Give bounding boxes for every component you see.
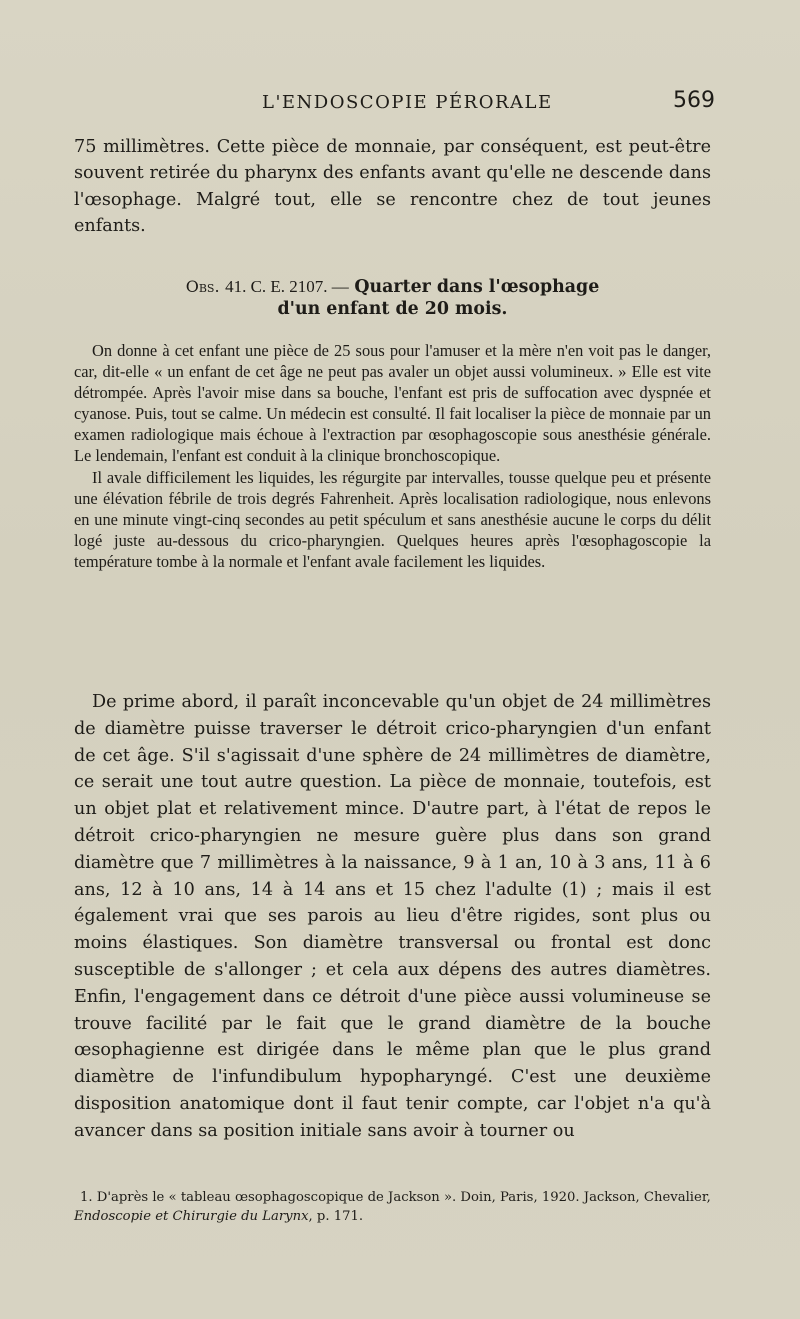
running-title: L'ENDOSCOPIE PÉRORALE [262,92,553,113]
observation-heading [74,276,711,320]
footnote-page-ref: , p. 171. [308,1209,364,1224]
observation-label: Obs. [185,277,220,296]
observation-case-text [74,340,711,572]
page-number: 569 [673,88,715,113]
observation-title-line1: Quarter dans l'œsophage [354,277,600,297]
observation-reference: 41. C. E. 2107. — [225,277,349,296]
footnote [74,1188,711,1226]
footnote-text: 1. D'après le « tableau œsophagoscopique de Jackson ». Doin, Paris, 1920. Jackson, Chevalier, [80,1190,711,1205]
discussion-paragraph: De prime abord, il paraît inconcevable qu'un objet de 24 millimètres de diamètre puisse traverser le détroit crico-pharyngien d'un enfant de cet âge. S'il s'agissait d'une sphère de 24 millimètres de diamètre, ce serait une tout autre question. La pièce de monnaie, toutefois, est un objet plat et relativement mince. D'autre part, à l'état de repos le détroit crico-pharyngien ne mesure guère plus dans son grand diamètre que 7 millimètres à la naissance, 9 à 1 an, 10 à 3 ans, 11 à 6 ans, 12 à 10 ans, 14 à 14 ans et 15 chez l'adulte (1) ; mais il est également vrai que ses parois au lieu d'être rigides, sont plus ou moins élastiques. Son diamètre transversal ou frontal est donc susceptible de s'allonger ; et cela aux dépens des autres diamètres. Enfin, l'engagement dans ce détroit d'une pièce aussi volumineuse se trouve facilité par le fait que le grand diamètre de la bouche œsophagienne est dirigée dans le même plan que le plus grand diamètre de l'infundibulum hypopharyngé. C'est une deuxième disposition anatomique dont il faut tenir compte, car l'objet n'a qu'à avancer dans sa position initiale sans avoir à tourner ou [74,692,711,1141]
observation-paragraph-2: Il avale difficilement les liquides, les régurgite par intervalles, tousse quelque peu et présente une élévation fébrile de trois degrés Fahrenheit. Après localisation radiologique, nous enlevons en une minute vingt-cinq secondes au petit spéculum et sans anesthésie aucune le corps du délit logé juste au-dessous du crico-pharyngien. Quelques heures après l'œsophagoscopie la température tombe à la normale et l'enfant avale facilement les liquides. [74,467,711,571]
observation-paragraph-1: On donne à cet enfant une pièce de 25 sous pour l'amuser et la mère n'en voit pas le danger, car, dit-elle « un enfant de cet âge ne peut pas avaler un objet aussi volumineux. » Elle est vite détrompée. Après l'avoir mise dans sa bouche, l'enfant est pris de suffocation avec dyspnée et cyanose. Puis, tout se calme. Un médecin est consulté. Il fait localiser la pièce de monnaie par un examen radiologique mais échoue à l'extraction par œsophagoscopie sous anesthésie générale. Le lendemain, l'enfant est conduit à la clinique bronchoscopique. [74,341,711,466]
observation-heading-line1 [74,276,711,298]
observation-title-line2: d'un enfant de 20 mois. [277,299,508,319]
footnote-book-title: Endoscopie et Chirurgie du Larynx [74,1209,309,1224]
intro-paragraph: 75 millimètres. Cette pièce de monnaie, par conséquent, est peut-être souvent retirée du pharynx des enfants avant qu'elle ne descende dans l'œsophage. Malgré tout, elle se rencontre chez de tout jeunes enfants. [74,137,711,237]
